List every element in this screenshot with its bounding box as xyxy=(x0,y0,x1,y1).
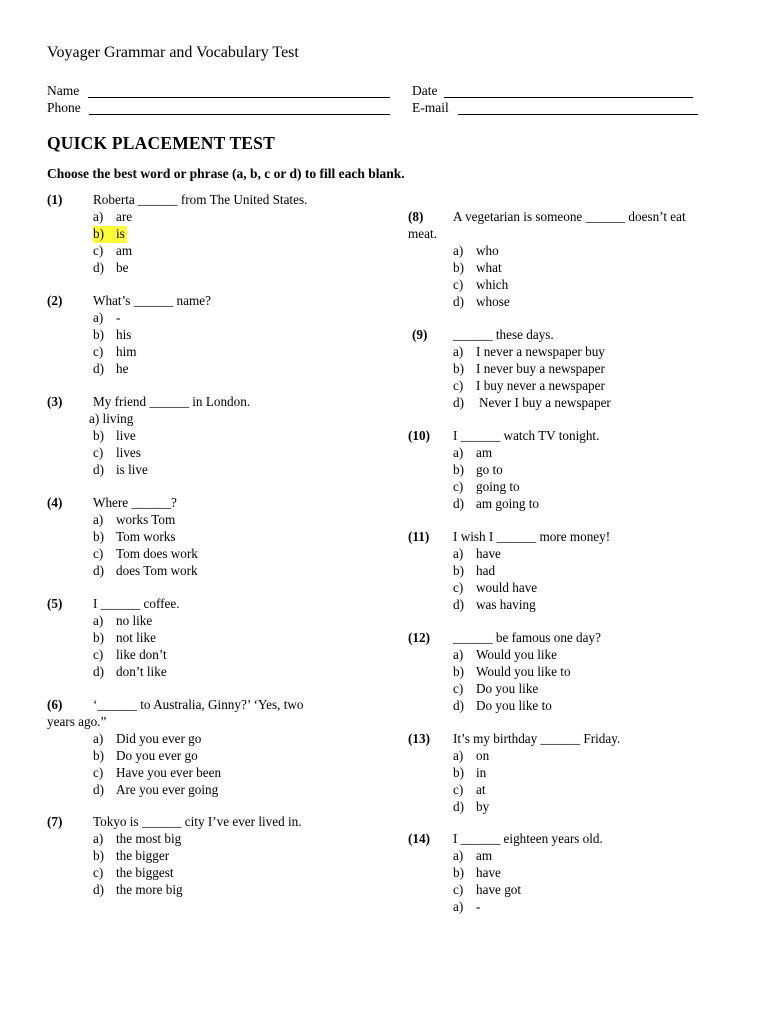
question-number: (4) xyxy=(47,495,63,510)
option-letter: b) xyxy=(93,848,104,863)
option-c[interactable] xyxy=(453,882,521,899)
option-letter: c) xyxy=(453,782,464,797)
option-letter: d) xyxy=(453,597,464,612)
option-a[interactable] xyxy=(453,748,489,765)
option-letter: a) xyxy=(93,831,104,846)
option-b-highlighted[interactable] xyxy=(93,226,127,243)
name-field-line[interactable] xyxy=(88,97,390,98)
option-text: Tom works xyxy=(116,529,176,544)
option-text: - xyxy=(476,899,481,914)
option-letter: c) xyxy=(93,865,104,880)
option-c[interactable] xyxy=(93,546,198,563)
option-d[interactable] xyxy=(93,882,183,899)
question-number: (11) xyxy=(408,529,430,544)
option-c[interactable] xyxy=(453,378,605,395)
option-text: Do you like to xyxy=(476,698,552,713)
option-letter: a) xyxy=(89,411,100,426)
option-b[interactable] xyxy=(93,630,156,647)
option-text: like don’t xyxy=(116,647,167,662)
option-text: have xyxy=(476,546,501,561)
option-a[interactable] xyxy=(453,445,492,462)
option-b[interactable] xyxy=(93,327,131,344)
option-letter: d) xyxy=(93,260,104,275)
option-text: works Tom xyxy=(116,512,176,527)
option-b[interactable] xyxy=(93,848,169,865)
option-b[interactable] xyxy=(453,765,486,782)
option-letter: d) xyxy=(93,361,104,376)
option-d[interactable] xyxy=(453,698,552,715)
option-text: are xyxy=(116,209,133,224)
question-text: It’s my birthday ______ Friday. xyxy=(453,731,621,746)
option-a[interactable] xyxy=(89,411,133,428)
option-text: Would you like xyxy=(476,647,557,662)
option-text: lives xyxy=(116,445,141,460)
option-c[interactable] xyxy=(93,344,137,361)
option-text: Are you ever going xyxy=(116,782,219,797)
option-d[interactable] xyxy=(93,462,148,479)
option-letter: c) xyxy=(453,681,464,696)
date-field-line[interactable] xyxy=(444,97,693,98)
question-text: Roberta ______ from The United States. xyxy=(93,192,308,207)
option-d[interactable] xyxy=(453,496,539,513)
question-text: A vegetarian is someone ______ doesn’t eat xyxy=(453,209,686,224)
question-number: (1) xyxy=(47,192,63,207)
option-a[interactable] xyxy=(453,546,501,563)
option-d[interactable] xyxy=(93,782,218,799)
option-c[interactable] xyxy=(453,580,537,597)
option-text: at xyxy=(476,782,486,797)
option-c[interactable] xyxy=(93,243,132,260)
option-text: is live xyxy=(116,462,148,477)
option-c[interactable] xyxy=(453,277,508,294)
option-text: go to xyxy=(476,462,503,477)
option-c[interactable] xyxy=(453,681,538,698)
option-letter: a) xyxy=(453,243,464,258)
option-text: in xyxy=(476,765,487,780)
option-text: Never I buy a newspaper xyxy=(479,395,611,410)
option-text: the bigger xyxy=(116,848,170,863)
option-a[interactable] xyxy=(93,613,152,630)
option-text: I never a newspaper buy xyxy=(476,344,605,359)
option-letter: c) xyxy=(93,765,104,780)
option-a[interactable] xyxy=(453,848,492,865)
option-letter: c) xyxy=(93,647,104,662)
question-text: Where ______? xyxy=(93,495,177,510)
option-c[interactable] xyxy=(93,647,167,664)
option-letter: c) xyxy=(93,546,104,561)
option-text: the more big xyxy=(116,882,183,897)
option-letter: c) xyxy=(93,445,104,460)
option-d[interactable] xyxy=(453,799,489,816)
option-letter: c) xyxy=(93,344,104,359)
option-a[interactable] xyxy=(453,344,605,361)
option-text: Do you like xyxy=(476,681,539,696)
section-title: QUICK PLACEMENT TEST xyxy=(47,133,275,153)
option-b[interactable] xyxy=(453,361,605,378)
option-c[interactable] xyxy=(93,765,221,782)
option-text: he xyxy=(116,361,129,376)
option-letter: d) xyxy=(453,395,464,410)
option-d[interactable] xyxy=(93,260,128,277)
option-a[interactable] xyxy=(93,209,132,226)
option-letter: a) xyxy=(93,310,104,325)
question-text: I ______ coffee. xyxy=(93,596,180,611)
option-letter: a) xyxy=(453,344,464,359)
option-text: - xyxy=(116,310,121,325)
question-text: I ______ eighteen years old. xyxy=(453,831,603,846)
question-number: (7) xyxy=(47,814,63,829)
option-letter: a) xyxy=(453,848,464,863)
option-letter: b) xyxy=(93,327,104,342)
option-letter: a) xyxy=(93,613,104,628)
option-text: on xyxy=(476,748,490,763)
question-text: ______ these days. xyxy=(453,327,554,342)
option-letter: c) xyxy=(453,580,464,595)
option-a[interactable] xyxy=(453,647,557,664)
option-text: Did you ever go xyxy=(116,731,202,746)
option-b[interactable] xyxy=(93,529,176,546)
question-text: What’s ______ name? xyxy=(93,293,211,308)
phone-label: Phone xyxy=(47,100,81,115)
option-text: have xyxy=(476,865,501,880)
option-b[interactable] xyxy=(453,462,503,479)
option-a[interactable] xyxy=(93,310,120,327)
option-text: am xyxy=(476,445,493,460)
option-text: the most big xyxy=(116,831,182,846)
question-number: (10) xyxy=(408,428,430,443)
option-text: him xyxy=(116,344,137,359)
option-letter: d) xyxy=(453,294,464,309)
question-number: (14) xyxy=(408,831,430,846)
option-letter: b) xyxy=(453,563,464,578)
option-text: his xyxy=(116,327,132,342)
question-number: (12) xyxy=(408,630,430,645)
option-letter: b) xyxy=(93,226,104,241)
option-letter: c) xyxy=(453,378,464,393)
option-text: whose xyxy=(476,294,510,309)
option-text: don’t like xyxy=(116,664,167,679)
option-letter: a) xyxy=(93,512,104,527)
name-label: Name xyxy=(47,83,80,98)
option-letter: b) xyxy=(93,529,104,544)
option-b[interactable] xyxy=(93,428,136,445)
option-text: which xyxy=(476,277,509,292)
question-text: ______ be famous one day? xyxy=(453,630,601,645)
option-letter: d) xyxy=(453,496,464,511)
option-text: no like xyxy=(116,613,153,628)
question-number: (9) xyxy=(412,327,428,342)
option-d[interactable] xyxy=(453,899,480,916)
option-letter: b) xyxy=(93,428,104,443)
option-text: am going to xyxy=(476,496,540,511)
option-text: am xyxy=(476,848,493,863)
option-text: going to xyxy=(476,479,520,494)
question-number: (5) xyxy=(47,596,63,611)
question-number: (8) xyxy=(408,209,424,224)
option-b[interactable] xyxy=(453,563,495,580)
option-text: be xyxy=(116,260,129,275)
option-b[interactable] xyxy=(453,260,502,277)
option-letter: d) xyxy=(93,664,104,679)
option-letter: c) xyxy=(453,277,464,292)
option-letter: a) xyxy=(93,209,104,224)
option-text: I buy never a newspaper xyxy=(476,378,605,393)
option-d[interactable] xyxy=(93,361,128,378)
option-letter: a) xyxy=(93,731,104,746)
option-a[interactable] xyxy=(93,512,175,529)
option-text: I never buy a newspaper xyxy=(476,361,605,376)
option-text: is xyxy=(116,226,125,241)
option-b[interactable] xyxy=(453,865,501,882)
question-number: (6) xyxy=(47,697,63,712)
option-text: Would you like to xyxy=(476,664,571,679)
option-c[interactable] xyxy=(453,782,486,799)
question-text: Tokyo is ______ city I’ve ever lived in. xyxy=(93,814,302,829)
option-letter: c) xyxy=(453,479,464,494)
option-letter: d) xyxy=(453,698,464,713)
option-text: am xyxy=(116,243,133,258)
option-text: had xyxy=(476,563,496,578)
option-text: would have xyxy=(476,580,538,595)
option-letter: b) xyxy=(453,462,464,477)
option-letter: d) xyxy=(93,563,104,578)
option-c[interactable] xyxy=(93,865,174,882)
option-letter: d) xyxy=(93,882,104,897)
option-text: Have you ever been xyxy=(116,765,222,780)
email-field-line[interactable] xyxy=(458,114,698,115)
question-text: ‘______ to Australia, Ginny?’ ‘Yes, two xyxy=(93,697,304,712)
option-letter: d) xyxy=(453,799,464,814)
option-letter: d) xyxy=(93,462,104,477)
option-letter: b) xyxy=(93,630,104,645)
option-d[interactable] xyxy=(453,597,536,614)
option-letter: a) xyxy=(453,546,464,561)
option-text: live xyxy=(116,428,136,443)
instructions: Choose the best word or phrase (a, b, c or d) to fill each blank. xyxy=(47,166,405,181)
option-text: Tom does work xyxy=(116,546,198,561)
option-letter: d) xyxy=(93,782,104,797)
option-c[interactable] xyxy=(93,445,141,462)
option-text: was having xyxy=(476,597,536,612)
option-letter: c) xyxy=(93,243,104,258)
question-number: (13) xyxy=(408,731,430,746)
option-d[interactable] xyxy=(453,294,510,311)
option-b[interactable] xyxy=(93,748,198,765)
option-text: not like xyxy=(116,630,156,645)
question-number: (2) xyxy=(47,293,63,308)
option-letter: c) xyxy=(453,882,464,897)
date-label: Date xyxy=(412,83,438,98)
question-text-continued: years ago.” xyxy=(47,714,107,729)
phone-field-line[interactable] xyxy=(89,114,390,115)
option-d[interactable] xyxy=(93,563,198,580)
option-a[interactable] xyxy=(453,243,499,260)
document-title: Voyager Grammar and Vocabulary Test xyxy=(47,44,299,61)
question-text-continued: meat. xyxy=(408,226,437,241)
option-letter: a) xyxy=(453,647,464,662)
option-letter: a) xyxy=(453,748,464,763)
email-label: E-mail xyxy=(412,100,449,115)
option-text: who xyxy=(476,243,499,258)
option-letter: b) xyxy=(453,865,464,880)
option-letter: b) xyxy=(93,748,104,763)
option-text: does Tom work xyxy=(116,563,198,578)
question-number: (3) xyxy=(47,394,63,409)
option-letter: b) xyxy=(453,260,464,275)
option-letter: a) xyxy=(453,899,464,914)
option-text: living xyxy=(102,411,134,426)
option-text: what xyxy=(476,260,502,275)
option-d[interactable] xyxy=(93,664,167,681)
option-d[interactable] xyxy=(453,395,611,412)
option-a[interactable] xyxy=(93,831,181,848)
option-a[interactable] xyxy=(93,731,201,748)
option-letter: b) xyxy=(453,765,464,780)
question-text: I ______ watch TV tonight. xyxy=(453,428,600,443)
option-b[interactable] xyxy=(453,664,571,681)
question-text: I wish I ______ more money! xyxy=(453,529,611,544)
question-text: My friend ______ in London. xyxy=(93,394,251,409)
option-text: have got xyxy=(476,882,522,897)
option-letter: b) xyxy=(453,361,464,376)
option-letter: a) xyxy=(453,445,464,460)
option-text: Do you ever go xyxy=(116,748,198,763)
option-c[interactable] xyxy=(453,479,520,496)
option-text: by xyxy=(476,799,490,814)
option-letter: b) xyxy=(453,664,464,679)
option-text: the biggest xyxy=(116,865,174,880)
